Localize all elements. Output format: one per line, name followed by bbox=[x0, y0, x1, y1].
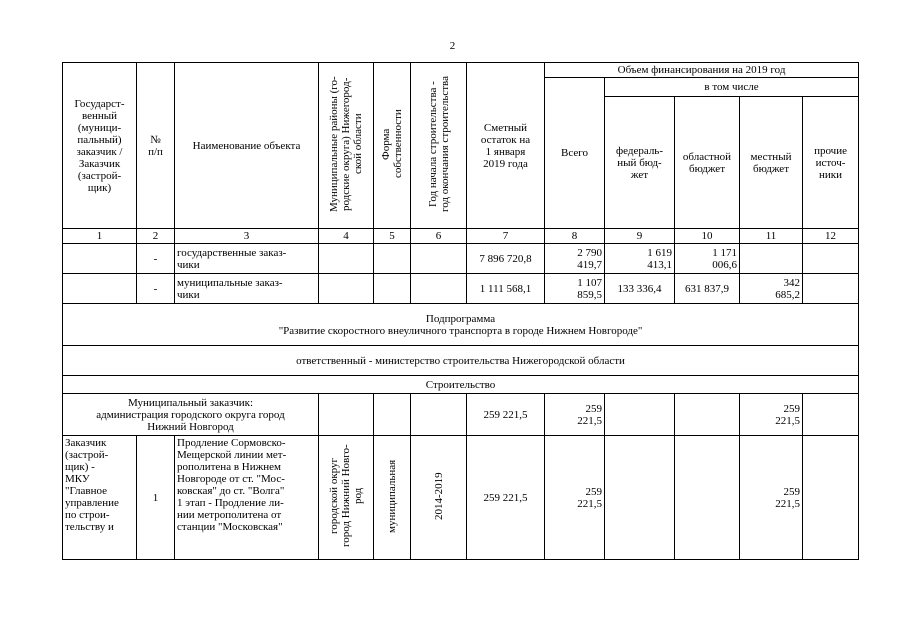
page-number: 2 bbox=[449, 40, 456, 52]
project-customer: Заказчик (застрой- щик) - МКУ "Главное управление по строи- тельству и bbox=[63, 436, 137, 560]
col-number: 6 bbox=[411, 229, 467, 244]
header-local: местный бюджет bbox=[740, 97, 803, 229]
table-row bbox=[63, 244, 859, 274]
row-regional: 631 837,9 bbox=[675, 274, 740, 304]
mun-customer-name: Муниципальный заказчик: администрация городского округа город Нижний Новгород bbox=[63, 394, 319, 436]
project-years: 2014-2019 bbox=[411, 436, 467, 560]
row-total: 1 107 859,5 bbox=[545, 274, 605, 304]
header-including: в том числе bbox=[605, 78, 859, 97]
col-number: 12 bbox=[803, 229, 859, 244]
row-estimate: 7 896 720,8 bbox=[467, 244, 545, 274]
construction-row: Строительство bbox=[63, 376, 859, 394]
row-federal: 133 336,4 bbox=[605, 274, 675, 304]
row-local: 259 221,5 bbox=[740, 394, 803, 436]
header-object-name: Наименование объекта bbox=[175, 63, 319, 229]
row-estimate: 259 221,5 bbox=[467, 436, 545, 560]
row-name: муниципальные заказ- чики bbox=[175, 274, 319, 304]
col-number: 11 bbox=[740, 229, 803, 244]
row-total: 2 790 419,7 bbox=[545, 244, 605, 274]
header-customer: Государст- венный (муници- пальный) заказчик / Заказчик (застрой- щик) bbox=[63, 63, 137, 229]
col-number: 3 bbox=[175, 229, 319, 244]
table-row bbox=[63, 274, 859, 304]
project-number: 1 bbox=[137, 436, 175, 560]
header-years: Год начала строительства - год окончания строительства bbox=[411, 63, 467, 229]
header-other: прочие источ- ники bbox=[803, 97, 859, 229]
table-row bbox=[63, 436, 859, 560]
col-number: 1 bbox=[63, 229, 137, 244]
header-total: Всего bbox=[545, 78, 605, 229]
header-regional: областной бюджет bbox=[675, 97, 740, 229]
row-dash: - bbox=[137, 274, 175, 304]
row-total: 259 221,5 bbox=[545, 436, 605, 560]
col-number: 9 bbox=[605, 229, 675, 244]
col-number: 10 bbox=[675, 229, 740, 244]
row-name: государственные заказ- чики bbox=[175, 244, 319, 274]
row-local: 342 685,2 bbox=[740, 274, 803, 304]
row-estimate: 259 221,5 bbox=[467, 394, 545, 436]
col-number: 8 bbox=[545, 229, 605, 244]
row-regional: 1 171 006,6 bbox=[675, 244, 740, 274]
row-local: 259 221,5 bbox=[740, 436, 803, 560]
project-district: городской округ город Нижний Новго- род bbox=[319, 436, 374, 560]
col-number: 4 bbox=[319, 229, 374, 244]
header-ownership: Форма собственности bbox=[374, 63, 411, 229]
col-number: 5 bbox=[374, 229, 411, 244]
column-numbers-row bbox=[63, 229, 859, 244]
financing-table bbox=[62, 62, 859, 560]
subprogram-title: Подпрограмма "Развитие скоростного внеуличного транспорта в городе Нижнем Новгороде" bbox=[63, 304, 859, 346]
header-volume: Объем финансирования на 2019 год bbox=[545, 63, 859, 78]
project-name: Продление Сормовско- Мещерской линии мет- рополитена в Нижнем Новгороде от ст. "Мос- ковская" до ст. "Волга" 1 этап - Продление ли- нии метрополитена от станции "Московская" bbox=[175, 436, 319, 560]
col-number: 7 bbox=[467, 229, 545, 244]
row-federal: 1 619 413,1 bbox=[605, 244, 675, 274]
col-number: 2 bbox=[137, 229, 175, 244]
row-total: 259 221,5 bbox=[545, 394, 605, 436]
row-dash: - bbox=[137, 244, 175, 274]
project-ownership: муниципальная bbox=[374, 436, 411, 560]
responsible-row: ответственный - министерство строительства Нижегородской области bbox=[63, 346, 859, 376]
header-federal: федераль- ный бюд- жет bbox=[605, 97, 675, 229]
header-estimate: Сметный остаток на 1 января 2019 года bbox=[467, 63, 545, 229]
table-row bbox=[63, 394, 859, 436]
header-number: № п/п bbox=[137, 63, 175, 229]
header-districts: Муниципальные районы (го- родские округа) Нижегород- ской области bbox=[319, 63, 374, 229]
row-estimate: 1 111 568,1 bbox=[467, 274, 545, 304]
